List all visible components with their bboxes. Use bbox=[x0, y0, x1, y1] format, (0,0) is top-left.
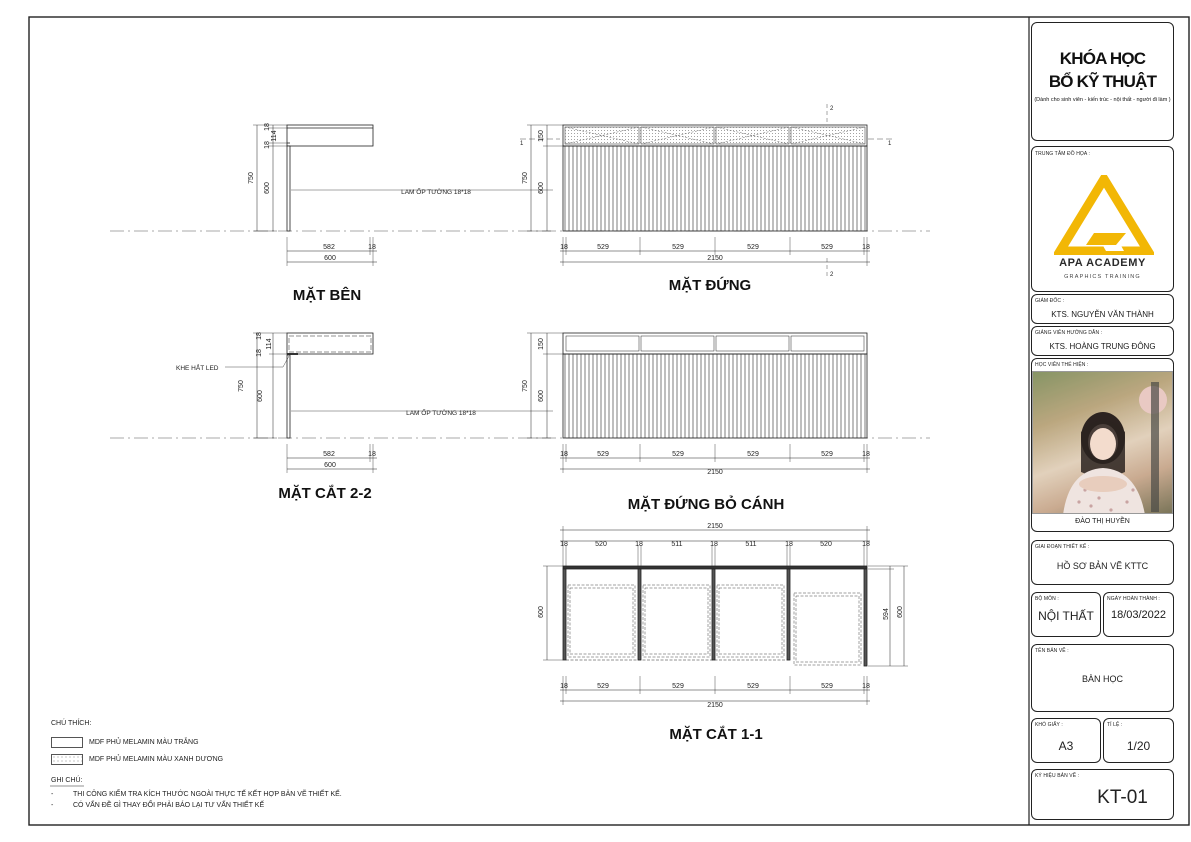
dim-text: 600 bbox=[538, 390, 545, 402]
dim-text: 520 bbox=[820, 541, 832, 548]
dim-text: 18 bbox=[264, 141, 271, 149]
dim-text: 114 bbox=[266, 338, 273, 350]
legend-swatch-blue bbox=[51, 754, 83, 765]
dim-text: 18 bbox=[785, 541, 793, 548]
dim-text: 18 bbox=[862, 541, 870, 548]
side-view-title: MẶT BÊN bbox=[292, 287, 362, 304]
dim-text: 2150 bbox=[707, 702, 723, 709]
dim-text: 18 bbox=[862, 244, 870, 251]
phase-label: GIAI ĐOẠN THIẾT KẾ : bbox=[1035, 544, 1090, 550]
legend-item-blue: MDF PHỦ MELAMIN MÀU XANH DƯƠNG bbox=[89, 756, 224, 763]
section-mark: 1 bbox=[888, 141, 892, 147]
dim-text: 529 bbox=[821, 683, 833, 690]
dim-text: 529 bbox=[747, 683, 759, 690]
dim-text: 511 bbox=[671, 541, 683, 548]
dim-text: 600 bbox=[324, 255, 336, 262]
dim-text: 582 bbox=[323, 244, 335, 251]
front-view-title: MẶT ĐỨNG bbox=[668, 277, 752, 294]
sheet-name-box bbox=[1031, 644, 1174, 712]
scale-value: 1/20 bbox=[1126, 739, 1151, 753]
dim-text: 529 bbox=[672, 451, 684, 458]
student-photo bbox=[1032, 371, 1173, 514]
section-11-title: MẶT CẮT 1-1 bbox=[669, 726, 763, 743]
dim-text: 529 bbox=[597, 451, 609, 458]
dim-text: 750 bbox=[522, 380, 529, 392]
dim-text: 529 bbox=[747, 451, 759, 458]
note-item: THI CÔNG KIỂM TRA KÍCH THƯỚC NGOÀI THỰC TẾ KẾT HỢP BẢN VẼ THIẾT KẾ. bbox=[73, 791, 342, 798]
section-11 bbox=[543, 526, 908, 705]
dim-text: 529 bbox=[672, 683, 684, 690]
dim-text: 529 bbox=[821, 244, 833, 251]
student-box bbox=[1031, 358, 1174, 532]
legend-item-white: MDF PHỦ MELAMIN MÀU TRẮNG bbox=[89, 739, 199, 746]
dim-text: 750 bbox=[238, 380, 245, 392]
center-box bbox=[1031, 146, 1174, 292]
director-label: GIÁM ĐỐC : bbox=[1035, 298, 1065, 304]
dim-text: 2150 bbox=[707, 469, 723, 476]
apa-logo-icon bbox=[1054, 175, 1154, 255]
dim-text: 600 bbox=[257, 390, 264, 402]
section-mark: 2 bbox=[830, 106, 834, 112]
subject-box bbox=[1031, 592, 1101, 637]
section-22-title: MẶT CẮT 2-2 bbox=[278, 485, 372, 502]
date-label: NGÀY HOÀN THÀNH : bbox=[1107, 596, 1160, 602]
dim-text: 18 bbox=[560, 541, 568, 548]
note-dash: - bbox=[51, 791, 54, 798]
student-name: ĐÀO THỊ HUYỀN bbox=[1075, 518, 1130, 525]
note-dash: - bbox=[51, 802, 54, 809]
instructor-name: KTS. HOÀNG TRUNG ĐÔNG bbox=[1049, 342, 1156, 351]
note-item: CÓ VẤN ĐỀ GÌ THAY ĐỔI PHẢI BÁO LẠI TƯ VẤN THIẾT KẾ bbox=[73, 802, 265, 809]
dim-text: 2150 bbox=[707, 523, 723, 530]
dim-text: 18 bbox=[560, 451, 568, 458]
lam-note: LAM ỐP TƯỜNG 18*18 bbox=[406, 410, 476, 417]
phase-value: HỒ SƠ BẢN VẼ KTTC bbox=[1056, 561, 1149, 571]
dim-text: 594 bbox=[883, 608, 890, 620]
dim-text: 18 bbox=[256, 332, 263, 340]
dim-text: 18 bbox=[635, 541, 643, 548]
section-mark: 2 bbox=[830, 272, 834, 278]
instructor-label: GIẢNG VIÊN HƯỚNG DẪN : bbox=[1035, 330, 1103, 336]
scale-box bbox=[1103, 718, 1174, 763]
dim-text: 511 bbox=[745, 541, 757, 548]
paper-value: A3 bbox=[1058, 739, 1074, 753]
dim-text: 150 bbox=[538, 130, 545, 142]
lam-note: LAM ỐP TƯỜNG 18*18 bbox=[401, 189, 471, 196]
front-no-doors-title: MẶT ĐỨNG BỎ CÁNH bbox=[627, 496, 785, 513]
code-box bbox=[1031, 769, 1174, 820]
dim-text: 750 bbox=[522, 172, 529, 184]
paper-box bbox=[1031, 718, 1101, 763]
course-line-2: BỔ KỸ THUẬT bbox=[1048, 72, 1157, 91]
dim-text: 600 bbox=[538, 182, 545, 194]
director-name: KTS. NGUYỄN VĂN THÀNH bbox=[1051, 310, 1154, 319]
student-label: HỌC VIÊN THỂ HIỆN : bbox=[1035, 362, 1089, 368]
scale-label: TỈ LỆ : bbox=[1107, 722, 1123, 728]
section-mark: 1 bbox=[520, 141, 524, 147]
course-box bbox=[1031, 22, 1174, 141]
paper-label: KHỔ GIẤY : bbox=[1035, 722, 1063, 728]
dim-text: 114 bbox=[271, 130, 278, 142]
subject-value: NỘI THẤT bbox=[1038, 609, 1094, 623]
logo-name: APA ACADEMY bbox=[1059, 257, 1146, 269]
dim-text: 529 bbox=[747, 244, 759, 251]
front-view bbox=[520, 104, 893, 278]
course-line-1: KHÓA HỌC bbox=[1059, 49, 1146, 68]
dim-text: 600 bbox=[538, 606, 545, 618]
section-22 bbox=[225, 333, 553, 473]
sheet-name-value: BÀN HỌC bbox=[1081, 674, 1123, 684]
center-label: TRUNG TÂM ĐỒ HỌA : bbox=[1035, 151, 1091, 157]
logo-sub: GRAPHICS TRAINING bbox=[1064, 274, 1141, 280]
dim-text: 18 bbox=[368, 244, 376, 251]
dim-text: 529 bbox=[821, 451, 833, 458]
director-box bbox=[1031, 294, 1174, 324]
course-subtitle: (Dành cho sinh viên - kiến trúc - nội thất - người đi làm ) bbox=[1034, 97, 1171, 103]
date-value: 18/03/2022 bbox=[1110, 609, 1167, 621]
dim-text: 600 bbox=[264, 182, 271, 194]
dim-text: 600 bbox=[897, 606, 904, 618]
dim-text: 18 bbox=[862, 683, 870, 690]
dim-text: 18 bbox=[862, 451, 870, 458]
dim-text: 529 bbox=[597, 683, 609, 690]
legend-title: CHÚ THÍCH: bbox=[51, 720, 92, 727]
dim-text: 18 bbox=[560, 683, 568, 690]
notes-title: GHI CHÚ: bbox=[51, 777, 83, 784]
dim-text: 529 bbox=[597, 244, 609, 251]
legend-swatch-white bbox=[51, 737, 83, 748]
code-value: KT-01 bbox=[1097, 787, 1148, 808]
portrait-icon bbox=[1033, 372, 1173, 514]
instructor-box bbox=[1031, 326, 1174, 356]
dim-text: 582 bbox=[323, 451, 335, 458]
dim-text: 18 bbox=[256, 349, 263, 357]
section-11-dims bbox=[538, 523, 904, 709]
dim-text: 520 bbox=[595, 541, 607, 548]
phase-box bbox=[1031, 540, 1174, 585]
date-box bbox=[1103, 592, 1174, 637]
code-label: KÝ HIỆU BẢN VẼ : bbox=[1035, 773, 1080, 779]
dim-text: 529 bbox=[672, 244, 684, 251]
dim-text: 150 bbox=[538, 338, 545, 350]
dim-text: 18 bbox=[710, 541, 718, 548]
dim-text: 600 bbox=[324, 462, 336, 469]
dim-text: 18 bbox=[264, 123, 271, 131]
front-no-doors bbox=[527, 333, 870, 473]
subject-label: BỘ MÔN : bbox=[1035, 596, 1059, 602]
dim-text: 2150 bbox=[707, 255, 723, 262]
dim-text: 750 bbox=[248, 172, 255, 184]
dim-text: 18 bbox=[560, 244, 568, 251]
dim-text: 18 bbox=[368, 451, 376, 458]
sheet-name-label: TÊN BẢN VẼ : bbox=[1035, 648, 1069, 654]
led-note: KHE HẮT LED bbox=[176, 365, 219, 372]
